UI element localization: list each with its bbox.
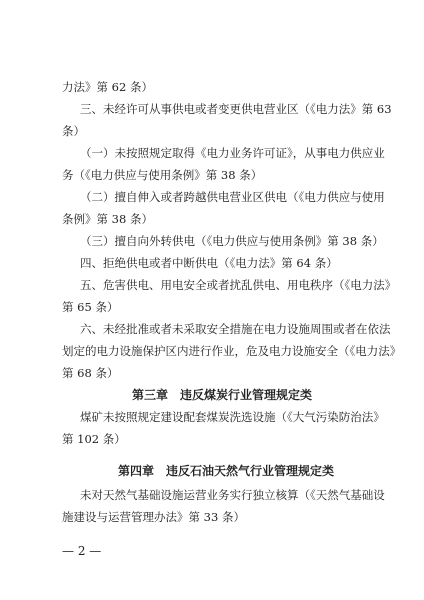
text-line: 务（《电力供应与使用条例》第 38 条）	[62, 168, 263, 182]
text-line: 五、危害供电、用电安全或者扰乱供电、用电秩序（《电力法》	[80, 278, 397, 292]
page-number: — 2 —	[62, 544, 102, 558]
text-line: （三）擅自向外转供电（《电力供应与使用条例》第 38 条）	[80, 234, 384, 248]
text-line: 四、拒绝供电或者中断供电（《电力法》第 64 条）	[80, 256, 338, 270]
text-line: 条例》第 38 条）	[62, 212, 153, 226]
chapter-heading: 第四章 违反石油天然气行业管理规定类	[118, 464, 335, 478]
text-line: 条）	[62, 124, 85, 138]
text-line: 第 102 条）	[62, 432, 126, 446]
text-line: 三、未经许可从事供电或者变更供电营业区（《电力法》第 63	[80, 102, 392, 116]
text-line: （二）擅自伸入或者跨越供电营业区供电（《电力供应与使用	[80, 190, 385, 204]
text-line: 第 68 条）	[62, 366, 119, 380]
text-line: 划定的电力设施保护区内进行作业，危及电力设施安全（《电力法》	[62, 344, 402, 358]
text-line: 煤矿未按照规定建设配套煤炭洗选设施（《大气污染防治法》	[80, 410, 385, 424]
text-line: 六、未经批准或者未采取安全措施在电力设施周围或者在依法	[80, 322, 391, 336]
chapter-heading: 第三章 违反煤炭行业管理规定类	[132, 388, 313, 402]
text-line: （一）未按照规定取得《电力业务许可证》，从事电力供应业	[80, 146, 385, 160]
text-line: 未对天然气基础设施运营业务实行独立核算（《天然气基础设	[80, 488, 385, 502]
text-line: 施建设与运营管理办法》第 33 条）	[62, 510, 245, 524]
text-line: 力法》第 62 条）	[62, 80, 153, 94]
text-line: 第 65 条）	[62, 300, 119, 314]
